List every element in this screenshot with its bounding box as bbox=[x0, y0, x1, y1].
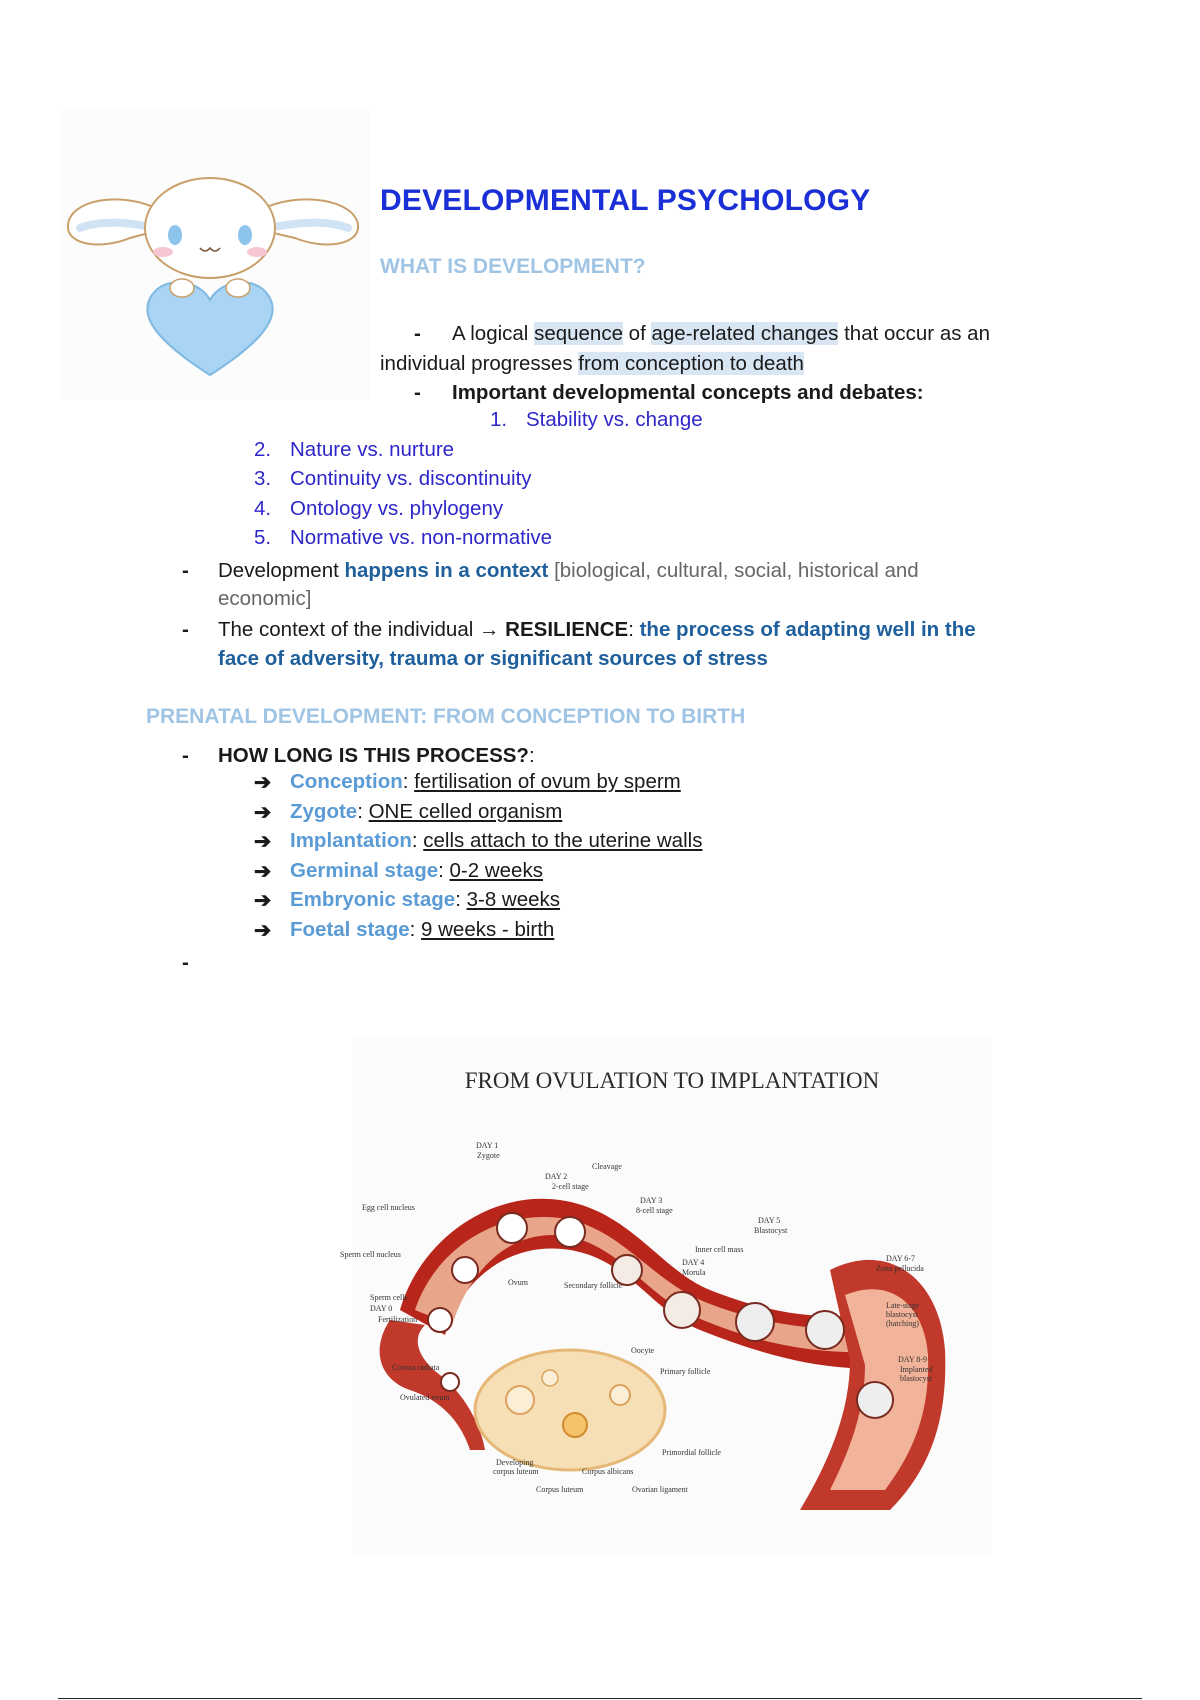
text-span: The context of the individual → bbox=[218, 618, 506, 641]
page-title: DEVELOPMENTAL PSYCHOLOGY bbox=[380, 184, 871, 217]
highlight-sequence: sequence bbox=[534, 322, 623, 345]
text-span: A logical bbox=[452, 322, 535, 345]
dash: - bbox=[182, 559, 189, 582]
label-corona: Corona radiata bbox=[392, 1363, 440, 1372]
ovulation-implantation-diagram bbox=[330, 1120, 970, 1520]
label-luteum: Corpus luteum bbox=[536, 1485, 584, 1494]
section-heading-prenatal: PRENATAL DEVELOPMENT: FROM CONCEPTION TO BIRTH bbox=[146, 705, 746, 728]
list-number: 2. bbox=[254, 438, 272, 461]
arrow-icon: ➔ bbox=[254, 860, 272, 883]
resilience-definition: the process of adapting well in the bbox=[639, 618, 976, 641]
figure-caption: FROM OVULATION TO IMPLANTATION bbox=[464, 1068, 880, 1093]
empty-bullet-dash: - bbox=[182, 951, 189, 974]
label-blastocyst: Blastocyst bbox=[754, 1226, 788, 1235]
text-span: [biological, cultural, social, historical and bbox=[548, 559, 919, 582]
reproductive-diagram-svg bbox=[330, 1120, 970, 1520]
stage-description: ONE celled organism bbox=[368, 800, 563, 823]
text-span: : bbox=[357, 800, 369, 823]
list-number: 1. bbox=[490, 408, 508, 431]
definition-bullet bbox=[414, 319, 421, 348]
list-text: Stability vs. change bbox=[526, 408, 703, 431]
label-fertilization: Fertilization bbox=[378, 1315, 418, 1324]
emphasis-context: happens in a context bbox=[344, 559, 549, 582]
bullet-dash bbox=[182, 556, 189, 585]
label-late-blastocyst: blastocyst bbox=[886, 1310, 918, 1319]
stage-term: Implantation bbox=[290, 829, 412, 852]
label-implanted: Implanted bbox=[900, 1365, 933, 1374]
label-zygote: Zygote bbox=[477, 1151, 500, 1160]
arrow-icon: ➔ bbox=[254, 919, 272, 942]
label-8cell: 8-cell stage bbox=[636, 1206, 673, 1215]
text-span: : bbox=[628, 618, 640, 641]
label-inner-cell-mass: Inner cell mass bbox=[695, 1245, 744, 1254]
text-span: of bbox=[622, 322, 652, 345]
list-number: 5. bbox=[254, 526, 272, 549]
bullet-dash bbox=[414, 378, 421, 407]
highlight-conception-death: from conception to death bbox=[578, 352, 804, 375]
highlight-age-related: age-related changes bbox=[651, 322, 839, 345]
stage-description: 0-2 weeks bbox=[449, 859, 543, 882]
label-day1: DAY 1 bbox=[476, 1141, 499, 1150]
text-span: : bbox=[528, 744, 535, 767]
page-divider bbox=[58, 1698, 1142, 1699]
list-text: Ontology vs. phylogeny bbox=[290, 497, 504, 520]
label-day5: DAY 5 bbox=[758, 1216, 781, 1225]
bullet-dash bbox=[182, 615, 189, 644]
text-span: : bbox=[411, 829, 424, 852]
label-sperm-nucleus: Sperm cell nucleus bbox=[340, 1250, 401, 1259]
label-implanted-blastocyst: blastocyst bbox=[900, 1374, 932, 1383]
dash: - bbox=[414, 381, 421, 404]
cinnamoroll-heart-icon bbox=[60, 110, 370, 400]
label-zona: Zona pellucida bbox=[876, 1264, 924, 1273]
label-day3: DAY 3 bbox=[640, 1196, 663, 1205]
stage-term: Foetal stage bbox=[290, 918, 410, 941]
text-span: individual progresses bbox=[380, 352, 579, 375]
stage-term: Conception bbox=[290, 770, 403, 793]
arrow-icon: ➔ bbox=[254, 830, 272, 853]
label-2cell: 2-cell stage bbox=[552, 1182, 589, 1191]
label-egg-nucleus: Egg cell nucleus bbox=[362, 1203, 415, 1212]
section-heading-development: WHAT IS DEVELOPMENT? bbox=[380, 255, 646, 278]
stage-description: cells attach to the uterine walls bbox=[423, 829, 703, 852]
bullet-dash bbox=[182, 741, 189, 770]
context-line-2: economic] bbox=[218, 587, 312, 610]
label-ovum: Ovum bbox=[508, 1278, 528, 1287]
text-span: : bbox=[402, 770, 415, 793]
label-albicans: Corpus albicans bbox=[582, 1467, 634, 1476]
text-span: Development bbox=[218, 559, 345, 582]
resilience-term: RESILIENCE bbox=[505, 618, 629, 641]
list-number: 4. bbox=[254, 497, 272, 520]
stage-description: fertilisation of ovum by sperm bbox=[414, 770, 681, 793]
arrow-icon: ➔ bbox=[254, 771, 272, 794]
label-primordial: Primordial follicle bbox=[662, 1448, 721, 1457]
label-late-stage: Late-stage bbox=[886, 1301, 920, 1310]
definition-line-1 bbox=[452, 319, 990, 348]
stage-description: 3-8 weeks bbox=[466, 888, 561, 911]
label-ligament: Ovarian ligament bbox=[632, 1485, 688, 1494]
arrow-icon: ➔ bbox=[254, 801, 272, 824]
stage-description: 9 weeks - birth bbox=[421, 918, 555, 941]
resilience-line-2: face of adversity, trauma or significant sources of stress bbox=[218, 647, 768, 670]
label-day4: DAY 4 bbox=[682, 1258, 705, 1267]
concepts-heading: Important developmental concepts and debates: bbox=[452, 381, 924, 404]
process-question bbox=[218, 741, 535, 770]
dash: - bbox=[182, 744, 189, 767]
list-text: Normative vs. non-normative bbox=[290, 526, 553, 549]
label-cleavage: Cleavage bbox=[592, 1162, 622, 1171]
dash: - bbox=[182, 618, 189, 641]
stage-term: Embryonic stage bbox=[290, 888, 456, 911]
label-day67: DAY 6-7 bbox=[886, 1254, 915, 1263]
label-sperm-cells: Sperm cells bbox=[370, 1293, 408, 1302]
text-span: that occur as an bbox=[838, 322, 990, 345]
text-span: : bbox=[455, 888, 467, 911]
label-ovulated: Ovulated ovum bbox=[400, 1393, 450, 1402]
label-primary-follicle: Primary follicle bbox=[660, 1367, 711, 1376]
label-morula: Morula bbox=[682, 1268, 706, 1277]
question-text: HOW LONG IS THIS PROCESS? bbox=[218, 744, 529, 767]
stage-term: Zygote bbox=[290, 800, 358, 823]
label-secondary-follicle: Secondary follicle bbox=[564, 1281, 623, 1290]
list-number: 3. bbox=[254, 467, 272, 490]
resilience-line-1 bbox=[218, 615, 976, 644]
label-day2: DAY 2 bbox=[545, 1172, 568, 1181]
stage-term: Germinal stage bbox=[290, 859, 439, 882]
label-day89: DAY 8-9 bbox=[898, 1355, 927, 1364]
context-line-1 bbox=[218, 556, 919, 585]
label-developing-cl: corpus luteum bbox=[493, 1467, 539, 1476]
text-span: : bbox=[438, 859, 450, 882]
label-day0: DAY 0 bbox=[370, 1304, 393, 1313]
mascot-area bbox=[60, 110, 370, 400]
text-span: : bbox=[409, 918, 422, 941]
label-developing: Developing bbox=[496, 1458, 534, 1467]
label-oocyte: Oocyte bbox=[631, 1346, 655, 1355]
list-text: Continuity vs. discontinuity bbox=[290, 467, 532, 490]
list-text: Nature vs. nurture bbox=[290, 438, 455, 461]
definition-line-2 bbox=[380, 349, 804, 378]
arrow-icon: ➔ bbox=[254, 889, 272, 912]
bullet-dash: - bbox=[414, 322, 421, 345]
label-hatching: (hatching) bbox=[886, 1319, 919, 1328]
